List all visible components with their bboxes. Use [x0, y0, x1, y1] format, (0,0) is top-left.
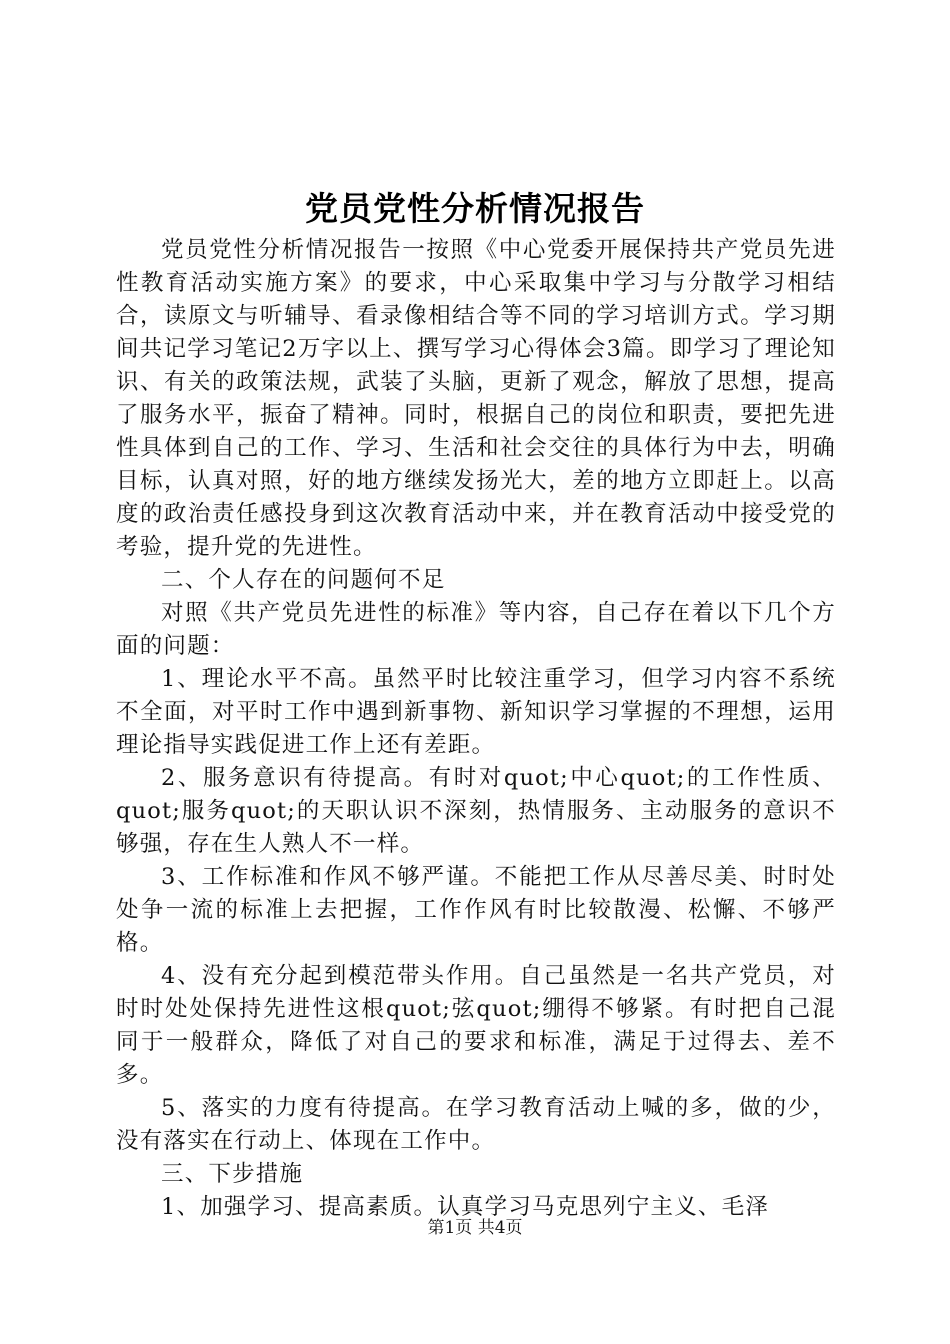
paragraph-intro: 党员党性分析情况报告一按照《中心党委开展保持共产党员先进性教育活动实施方案》的要求，中心采取集中学习与分散学习相结合，读原文与听辅导、看录像相结合等不同的学习培训方式。学习期间共记学习笔记2万字以上、撰写学习心得体会3篇。即学习了理论知识、有关的政策法规，武装了头脑，更新了观念，解放了思想，提高了服务水平，振奋了精神。同时，根据自己的岗位和职责，要把先进性具体到自己的工作、学习、生活和社会交往的具体行为中去，明确目标，认真对照，好的地方继续发扬光大，差的地方立即赶上。以高度的政治责任感投身到这次教育活动中来，并在教育活动中接受党的考验，提升党的先进性。 — [116, 237, 836, 560]
paragraph-measure-1: 1、加强学习、提高素质。认真学习马克思列宁主义、毛泽 — [161, 1194, 770, 1220]
section-heading-measures: 三、下步措施 — [161, 1161, 304, 1187]
paragraph-problem-2: 2、服务意识有待提高。有时对quot;中心quot;的工作性质、quot;服务quot;的天职认识不深刻，热情服务、主动服务的意识不够强，存在生人熟人不一样。 — [116, 765, 836, 857]
paragraph-problem-3: 3、工作标准和作风不够严谨。不能把工作从尽善尽美、时时处处争一流的标准上去把握，工作作风有时比较散漫、松懈、不够严格。 — [116, 864, 836, 956]
paragraph-problems-intro: 对照《共产党员先进性的标准》等内容，自己存在着以下几个方面的问题： — [116, 600, 836, 659]
document-title: 党员党性分析情况报告 — [305, 189, 645, 228]
paragraph-problem-5: 5、落实的力度有待提高。在学习教育活动上喊的多，做的少，没有落实在行动上、体现在工作中。 — [116, 1095, 836, 1154]
page-number-footer: 第1页 共4页 — [427, 1218, 523, 1238]
section-heading-problems: 二、个人存在的问题何不足 — [161, 567, 446, 593]
document-body — [116, 234, 836, 1224]
paragraph-problem-1: 1、理论水平不高。虽然平时比较注重学习，但学习内容不系统不全面，对平时工作中遇到新事物、新知识学习掌握的不理想，运用理论指导实践促进工作上还有差距。 — [116, 666, 836, 758]
paragraph-problem-4: 4、没有充分起到模范带头作用。自己虽然是一名共产党员，对时时处处保持先进性这根quot;弦quot;绷得不够紧。有时把自己混同于一般群众，降低了对自己的要求和标准，满足于过得去、差不多。 — [116, 963, 836, 1088]
